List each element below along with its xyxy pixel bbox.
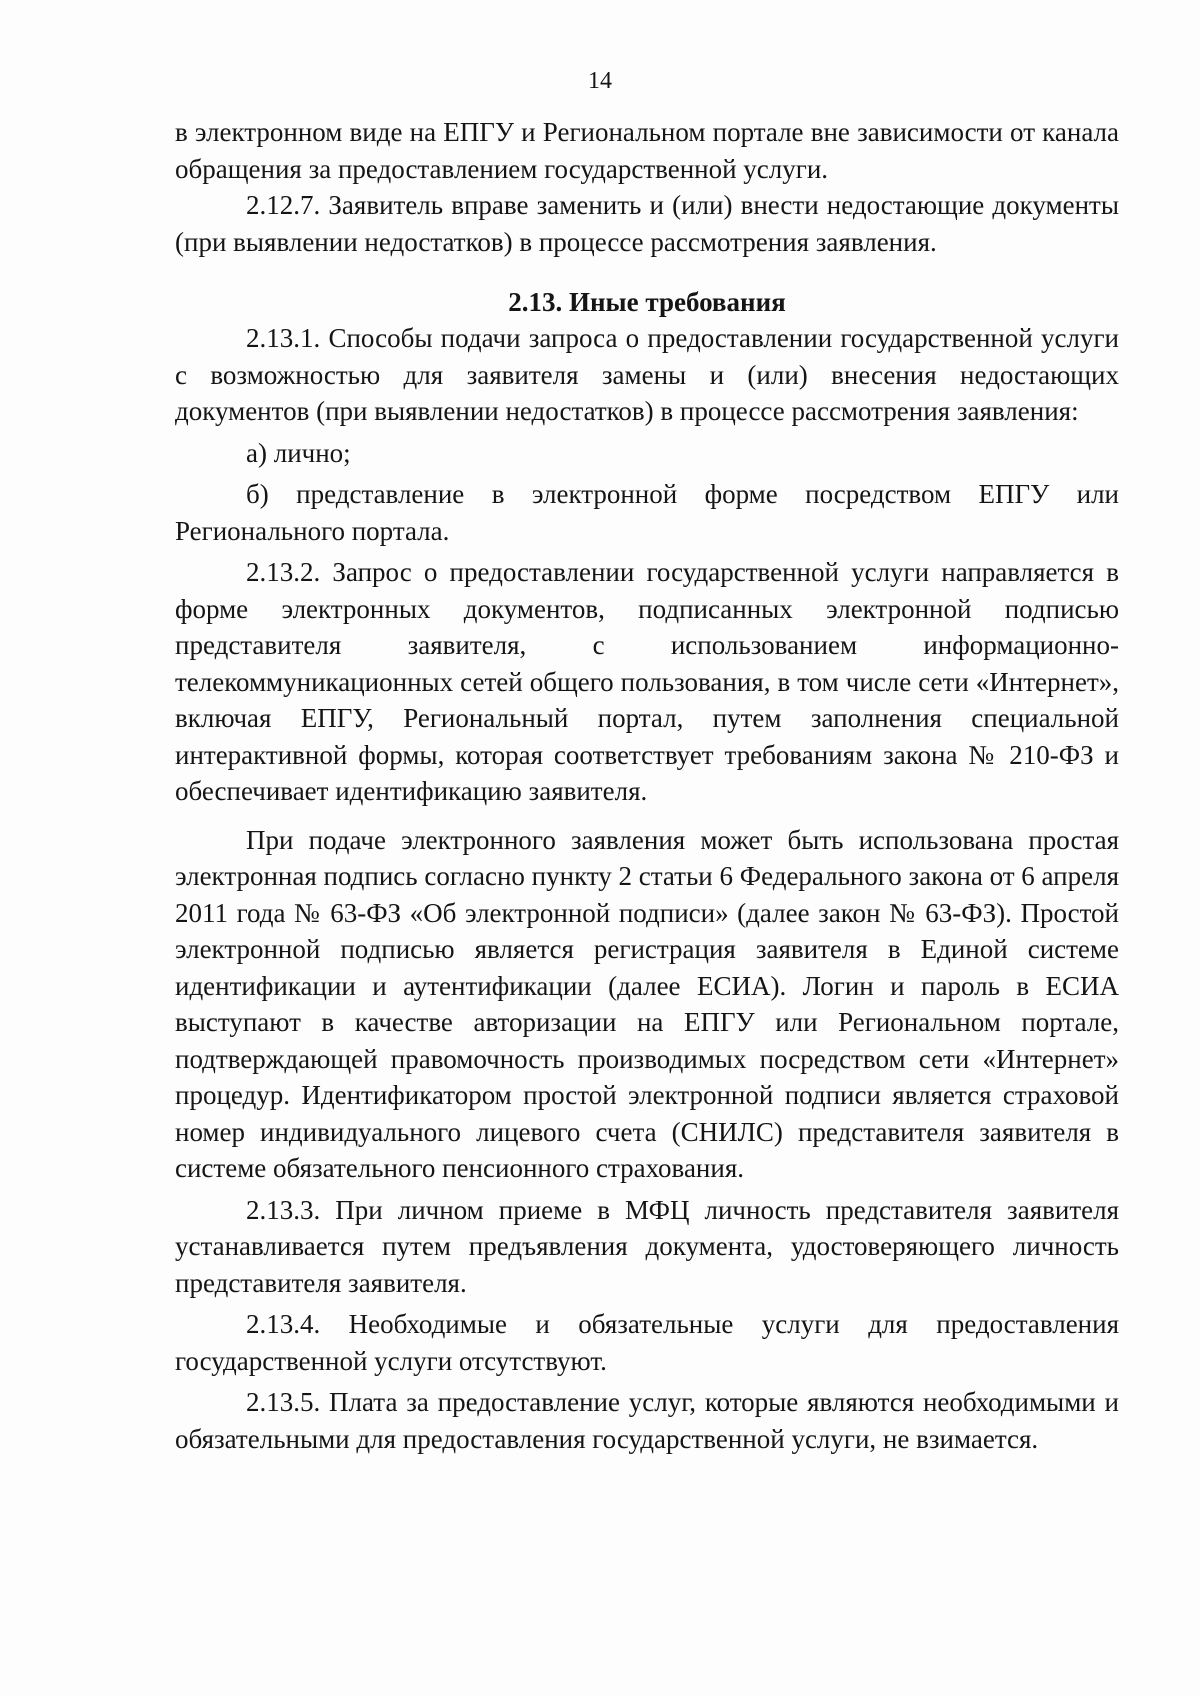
paragraph-2-13-5: 2.13.5. Плата за предоставление услуг, которые являются необходимыми и обязательными для предоставления государственной услуги, не взимается. [175, 1387, 1119, 1454]
paragraph-continuation: в электронном виде на ЕПГУ и Региональном портале вне зависимости от канала обращения за предоставлением государственной услуги. [175, 117, 1119, 184]
paragraph-2-13-4: 2.13.4. Необходимые и обязательные услуги для предоставления государственной услуги отсутствуют. [175, 1309, 1119, 1376]
page-number: 14 [588, 68, 612, 94]
paragraph-electronic-signature: При подаче электронного заявления может быть использована простая электронная подпись согласно пункту 2 статьи 6 Федерального закона от 6 апреля 2011 года № 63-ФЗ «Об электронной подписи» (далее закон № 63-ФЗ). Простой электронной подписью является регистрация заявителя в Единой системе идентификации и аутентификации (далее ЕСИА). Логин и пароль в ЕСИА выступают в качестве авторизации на ЕПГУ или Региональном портале, подтверждающей правомочность производимых посредством сети «Интернет» процедур. Идентификатором простой электронной подписи является страховой номер индивидуального лицевого счета (СНИЛС) представителя заявителя в системе обязательного пенсионного страхования. [175, 824, 1120, 1183]
paragraph-2-12-7: 2.12.7. Заявитель вправе заменить и (или) внести недостающие документы (при выявлении недостатков) в процессе рассмотрения заявления. [175, 190, 1119, 257]
paragraph-option-b: б) представление в электронной форме посредством ЕПГУ или Регионального портала. [175, 479, 1119, 546]
section-title: 2.13. Иные требования [508, 287, 786, 317]
paragraph-2-13-3: 2.13.3. При личном приеме в МФЦ личность представителя заявителя устанавливается путем предъявления документа, удостоверяющего личность представителя заявителя. [175, 1194, 1119, 1298]
paragraph-2-13-1: 2.13.1. Способы подачи запроса о предоставлении государственной услуги с возможностью для заявителя замены и (или) внесения недостающих документов (при выявлении недостатков) в процессе рассмотрения заявления: [175, 323, 1119, 426]
paragraph-option-a: а) лично; [246, 437, 351, 468]
paragraph-2-13-2: 2.13.2. Запрос о предоставлении государственной услуги направляется в форме электронных документов, подписанных электронной подписью представителя заявителя, с использованием информационно-телекоммуникационных сетей общего пользования, в том числе сети «Интернет», включая ЕПГУ, Региональный портал, путем заполнения специальной интерактивной формы, которая соответствует требованиям закона № 210-ФЗ и обеспечивает идентификацию заявителя. [175, 557, 1119, 806]
document-body [175, 114, 1119, 1457]
